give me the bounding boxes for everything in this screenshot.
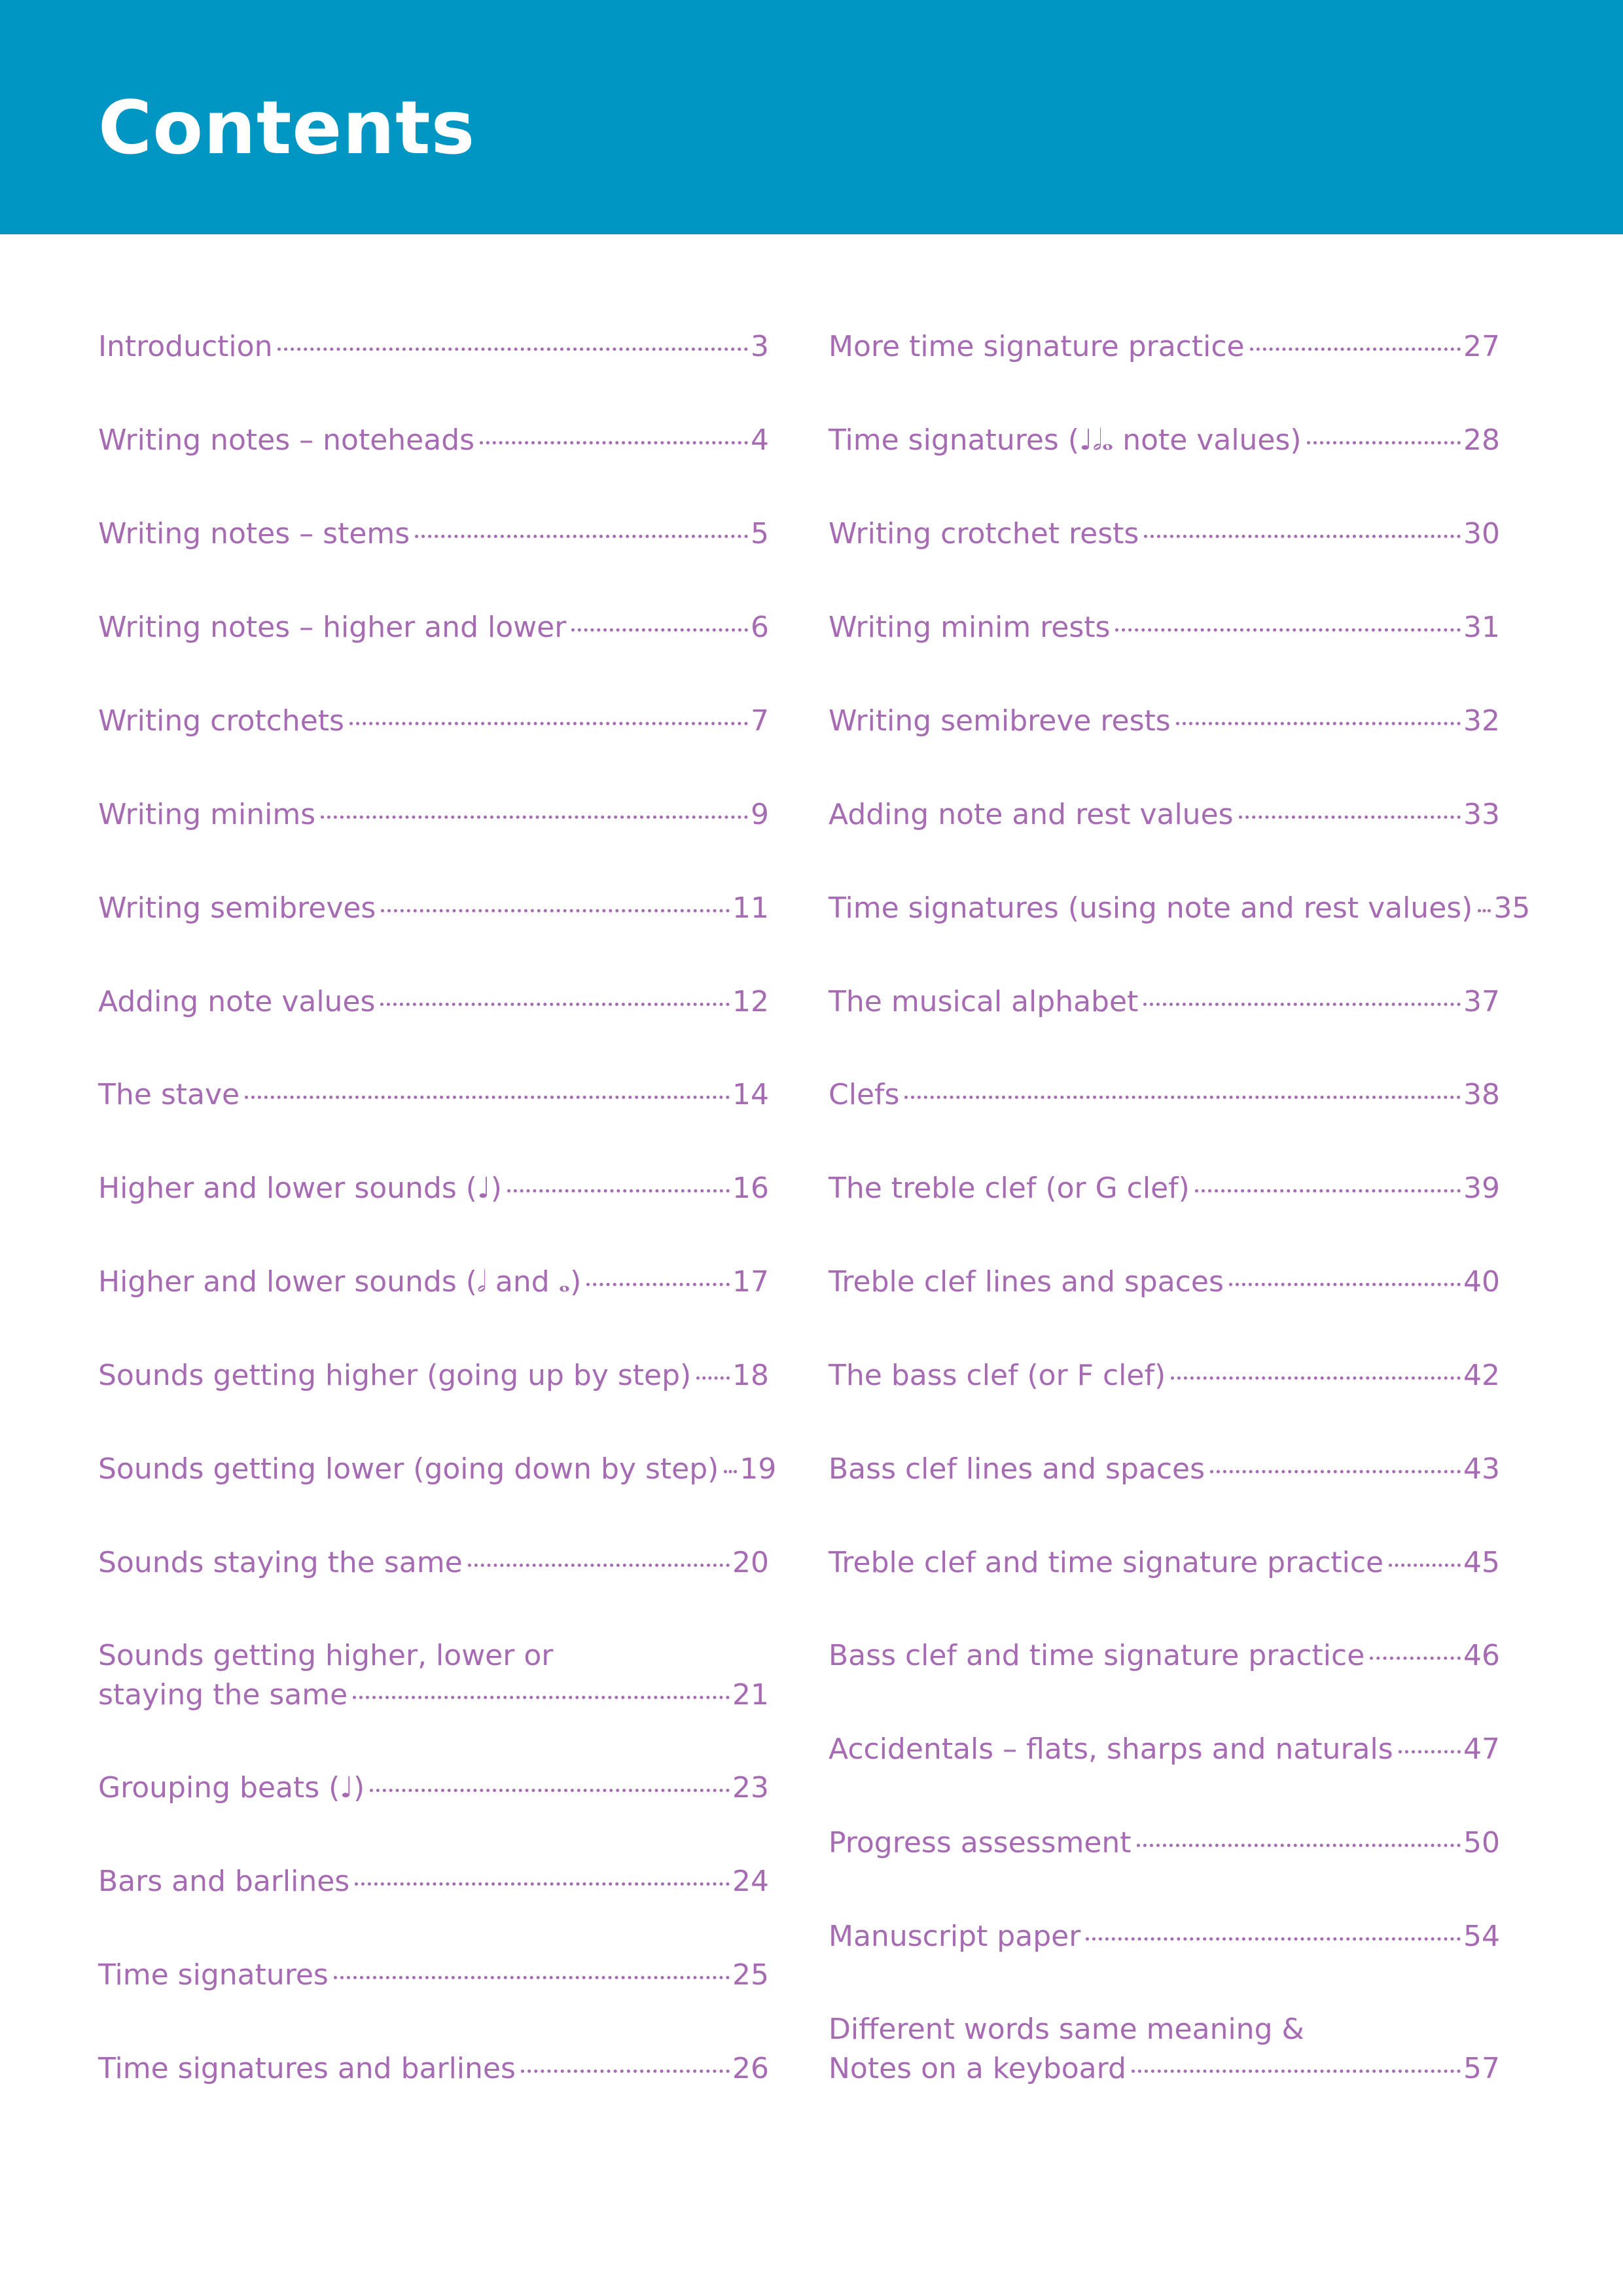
toc-entry-title: Progress assessment — [829, 1826, 1132, 1859]
toc-entry-title-line1: Different words same meaning & — [829, 2013, 1304, 2046]
toc-entry-page: 23 — [732, 1771, 769, 1804]
toc-entry-page: 35 — [1493, 891, 1531, 925]
toc-entry[interactable] — [98, 421, 769, 460]
dot-leader — [468, 1564, 730, 1567]
toc-entry[interactable] — [98, 327, 769, 367]
toc-entry-page: 50 — [1463, 1826, 1500, 1859]
toc-entry-page: 27 — [1463, 330, 1500, 363]
toc-entry-title: staying the same — [98, 1678, 348, 1712]
toc-entry-title: The bass clef (or F clef) — [829, 1359, 1166, 1392]
dot-leader — [1399, 1750, 1461, 1753]
toc-entry[interactable] — [829, 1450, 1500, 1489]
toc-entry[interactable] — [829, 795, 1500, 834]
dot-leader — [1086, 1937, 1461, 1941]
toc-entry-page: 6 — [751, 611, 769, 644]
toc-entry[interactable] — [98, 1075, 769, 1115]
dot-leader — [1143, 1003, 1461, 1006]
toc-entry[interactable] — [98, 795, 769, 834]
dot-leader — [571, 628, 748, 632]
toc-entry-title: Writing crotchet rests — [829, 517, 1139, 550]
dot-leader — [724, 1470, 737, 1473]
toc-entry-title: Adding note values — [98, 985, 376, 1018]
toc-entry-title: Time signatures (♩𝅗𝅥𝅝 note values) — [829, 423, 1302, 457]
toc-entry-page: 21 — [732, 1678, 769, 1712]
toc-entry-title: Notes on a keyboard — [829, 2052, 1126, 2085]
toc-entry-page: 7 — [751, 704, 769, 738]
toc-entry-page: 38 — [1463, 1078, 1500, 1111]
toc-entry[interactable] — [98, 514, 769, 554]
toc-entry[interactable] — [829, 2010, 1500, 2089]
dot-leader — [1239, 816, 1461, 819]
toc-entry-page: 25 — [732, 1958, 769, 1992]
toc-entry-title: Time signatures (using note and rest values) — [829, 891, 1473, 925]
dot-leader — [480, 441, 748, 444]
toc-entry-page: 54 — [1463, 1920, 1500, 1953]
toc-entry-page: 45 — [1463, 1546, 1500, 1579]
toc-entry[interactable] — [98, 1263, 769, 1302]
toc-entry-page: 33 — [1463, 798, 1500, 831]
toc-entry-title: Manuscript paper — [829, 1920, 1081, 1953]
toc-entry[interactable] — [98, 1862, 769, 1901]
toc-entry-page: 17 — [732, 1265, 769, 1299]
toc-entry[interactable] — [98, 1768, 769, 1808]
toc-entry-title: Bass clef and time signature practice — [829, 1639, 1365, 1672]
toc-entry-title: Writing minims — [98, 798, 316, 831]
toc-entry[interactable] — [98, 1356, 769, 1395]
dot-leader — [370, 1789, 730, 1792]
toc-entry-page: 20 — [732, 1546, 769, 1579]
toc-entry-title: The musical alphabet — [829, 985, 1139, 1018]
toc-entry[interactable] — [829, 608, 1500, 647]
toc-entry[interactable] — [98, 982, 769, 1022]
toc-entry-page: 14 — [732, 1078, 769, 1111]
toc-entry[interactable] — [829, 1543, 1500, 1583]
toc-entry-title: Clefs — [829, 1078, 900, 1111]
toc-entry-page: 5 — [751, 517, 769, 550]
dot-leader — [1370, 1657, 1461, 1660]
dot-leader — [696, 1376, 730, 1380]
dot-leader — [381, 909, 730, 912]
toc-entry-title: Grouping beats (♩) — [98, 1771, 365, 1804]
toc-entry-page: 32 — [1463, 704, 1500, 738]
dot-leader — [1171, 1376, 1461, 1380]
dot-leader — [507, 1189, 730, 1193]
toc-entry-title: Writing notes – higher and lower — [98, 611, 567, 644]
toc-entry[interactable] — [829, 421, 1500, 460]
toc-entry-title: Higher and lower sounds (𝅗𝅥 and 𝅝) — [98, 1265, 582, 1299]
toc-entry[interactable] — [98, 1636, 769, 1715]
toc-entry-title: Treble clef lines and spaces — [829, 1265, 1224, 1299]
toc-entry[interactable] — [829, 982, 1500, 1022]
toc-entry-page: 28 — [1463, 423, 1500, 457]
toc-entry[interactable] — [98, 702, 769, 741]
dot-leader — [1195, 1189, 1461, 1193]
toc-entry[interactable] — [829, 514, 1500, 554]
toc-entry-title: Bars and barlines — [98, 1865, 350, 1898]
dot-leader — [1478, 909, 1491, 912]
toc-entry-title: Adding note and rest values — [829, 798, 1234, 831]
toc-entry-title: Writing notes – stems — [98, 517, 410, 550]
dot-leader — [1144, 535, 1461, 538]
toc-entry-page: 24 — [732, 1865, 769, 1898]
toc-entry[interactable] — [829, 1917, 1500, 1956]
toc-entry-title: Sounds getting lower (going down by step) — [98, 1452, 719, 1486]
dot-leader — [355, 1882, 730, 1886]
toc-entry[interactable] — [98, 1956, 769, 1995]
toc-entry-title: Time signatures — [98, 1958, 329, 1992]
toc-entry-title-line1: Sounds getting higher, lower or — [98, 1639, 554, 1672]
page-title: Contents — [98, 86, 476, 171]
toc-entry[interactable] — [829, 1636, 1500, 1676]
toc-entry-title: Sounds staying the same — [98, 1546, 463, 1579]
toc-entry-title: Introduction — [98, 330, 273, 363]
toc-entry-page: 3 — [751, 330, 769, 363]
toc-entry-page: 16 — [732, 1172, 769, 1205]
dot-leader — [334, 1976, 730, 1979]
dot-leader — [1307, 441, 1461, 444]
dot-leader — [1115, 628, 1461, 632]
toc-entry-page: 47 — [1463, 1732, 1500, 1766]
toc-entry-page: 18 — [732, 1359, 769, 1392]
dot-leader — [1137, 1844, 1461, 1847]
toc-entry-page: 40 — [1463, 1265, 1500, 1299]
toc-entry[interactable] — [98, 608, 769, 647]
toc-entry-page: 37 — [1463, 985, 1500, 1018]
toc-entry-title: Treble clef and time signature practice — [829, 1546, 1384, 1579]
toc-entry-title: Bass clef lines and spaces — [829, 1452, 1205, 1486]
toc-entry[interactable] — [829, 1730, 1500, 1769]
dot-leader — [380, 1003, 730, 1006]
dot-leader — [349, 722, 748, 725]
toc-entry-title: Writing semibreve rests — [829, 704, 1171, 738]
toc-entry-title: Higher and lower sounds (♩) — [98, 1172, 502, 1205]
toc-entry[interactable] — [98, 889, 769, 928]
dot-leader — [1210, 1470, 1461, 1473]
dot-leader — [415, 535, 748, 538]
toc-entry-title: The stave — [98, 1078, 240, 1111]
toc-entry-page: 26 — [732, 2052, 769, 2085]
toc-entry[interactable] — [829, 1263, 1500, 1302]
toc-entry[interactable] — [829, 1356, 1500, 1395]
dot-leader — [353, 1696, 730, 1699]
toc-entry[interactable] — [829, 1823, 1500, 1863]
dot-leader — [277, 348, 748, 351]
toc-entry-page: 57 — [1463, 2052, 1500, 2085]
toc-entry-page: 43 — [1463, 1452, 1500, 1486]
toc-entry[interactable] — [829, 889, 1531, 928]
dot-leader — [521, 2070, 730, 2073]
toc-entry-page: 11 — [732, 891, 769, 925]
dot-leader — [1176, 722, 1461, 725]
toc-entry-page: 19 — [740, 1452, 777, 1486]
toc-entry-title: Accidentals – flats, sharps and naturals — [829, 1732, 1393, 1766]
toc-entry-page: 31 — [1463, 611, 1500, 644]
dot-leader — [245, 1096, 730, 1099]
toc-entry-page: 46 — [1463, 1639, 1500, 1672]
toc-entry[interactable] — [829, 1169, 1500, 1208]
toc-entry-page: 42 — [1463, 1359, 1500, 1392]
dot-leader — [904, 1096, 1461, 1099]
toc-entry-title: The treble clef (or G clef) — [829, 1172, 1190, 1205]
toc-entry-page: 9 — [751, 798, 769, 831]
toc-entry[interactable] — [98, 1543, 769, 1583]
dot-leader — [586, 1283, 730, 1286]
toc-entry-page: 12 — [732, 985, 769, 1018]
toc-entry[interactable] — [829, 1075, 1500, 1115]
toc-entry-title: Sounds getting higher (going up by step) — [98, 1359, 692, 1392]
header-banner — [0, 0, 1623, 234]
toc-entry-page: 30 — [1463, 517, 1500, 550]
toc-entry[interactable] — [829, 327, 1500, 367]
dot-leader — [1132, 2070, 1461, 2073]
toc-entry-page: 4 — [751, 423, 769, 457]
toc-entry-page: 39 — [1463, 1172, 1500, 1205]
dot-leader — [321, 816, 748, 819]
toc-entry[interactable] — [98, 1169, 769, 1208]
toc-entry[interactable] — [829, 702, 1500, 741]
toc-entry-title: Time signatures and barlines — [98, 2052, 516, 2085]
dot-leader — [1389, 1564, 1461, 1567]
toc-entry[interactable] — [98, 1450, 777, 1489]
toc-entry-title: Writing semibreves — [98, 891, 376, 925]
toc-entry-title: Writing notes – noteheads — [98, 423, 475, 457]
toc-entry-title: Writing minim rests — [829, 611, 1111, 644]
toc-entry-title: Writing crotchets — [98, 704, 344, 738]
toc-entry[interactable] — [98, 2049, 769, 2089]
dot-leader — [1250, 348, 1461, 351]
toc-entry-title: More time signature practice — [829, 330, 1245, 363]
dot-leader — [1229, 1283, 1461, 1286]
